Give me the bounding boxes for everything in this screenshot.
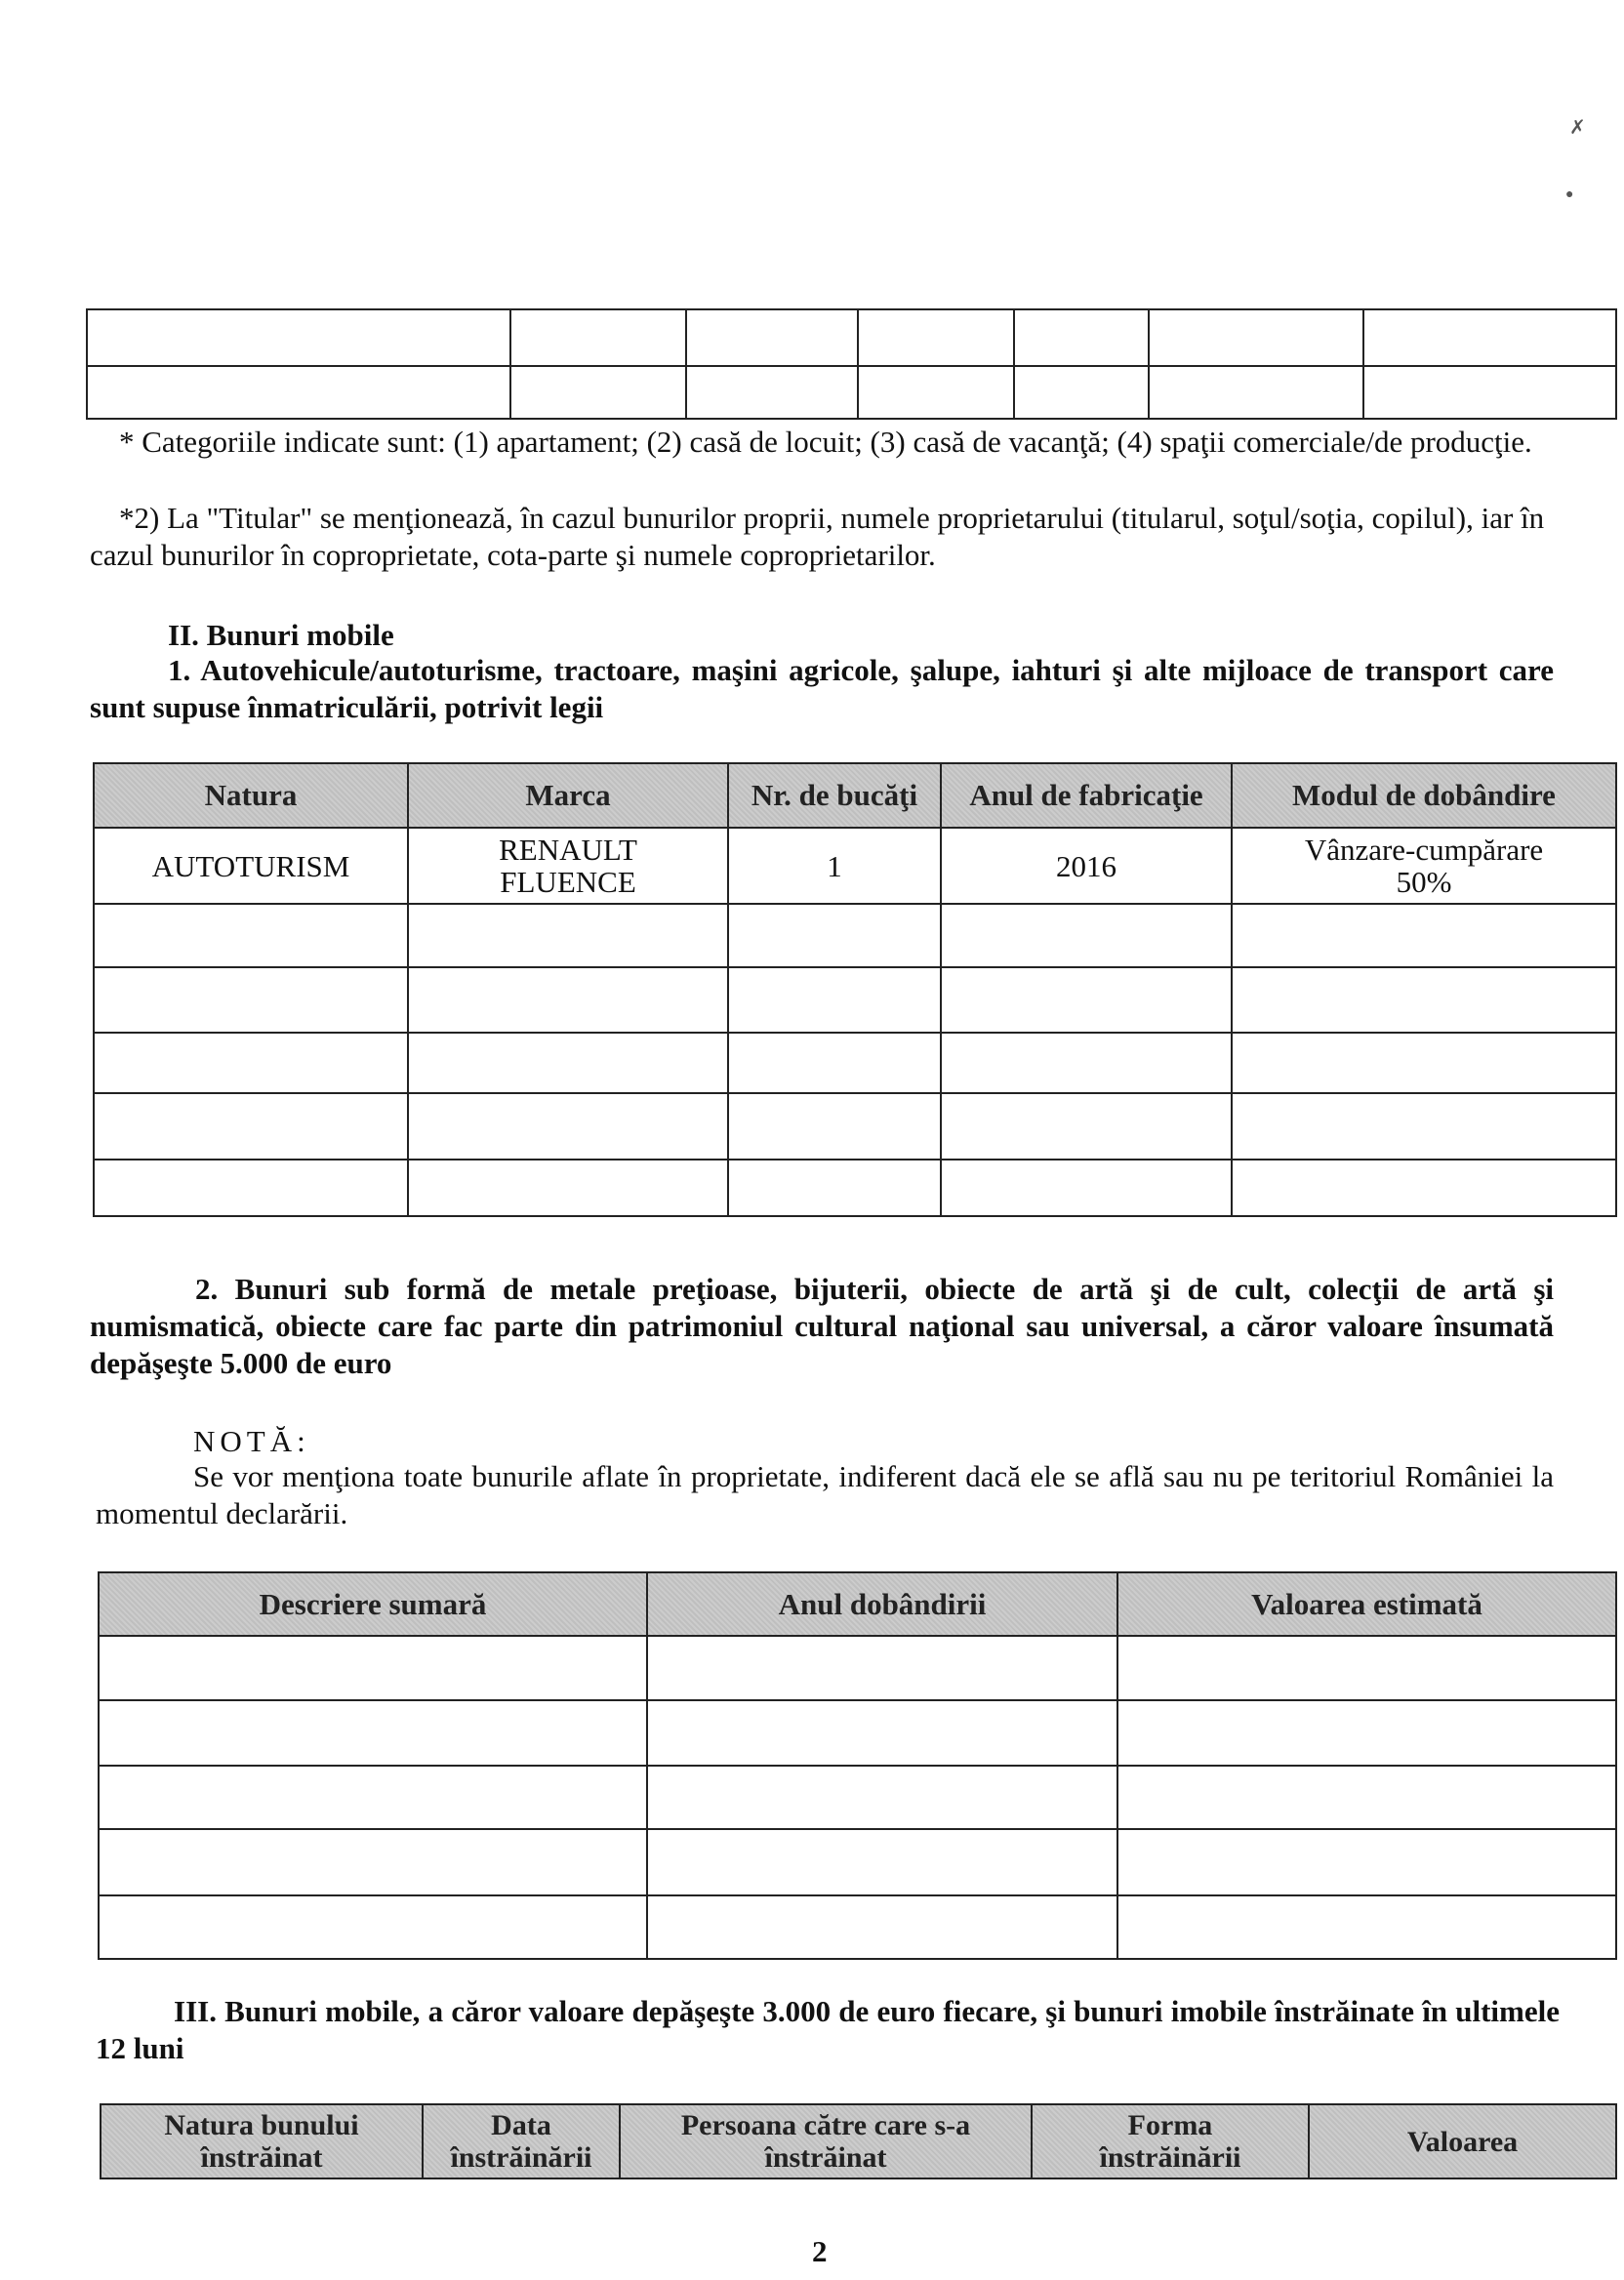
header-forma-instrainarii bbox=[1032, 2104, 1309, 2178]
header-data-instrainarii-line1: Data bbox=[491, 2109, 551, 2141]
header-persoana bbox=[620, 2104, 1032, 2178]
table-header-row bbox=[99, 1572, 1616, 1636]
table-row bbox=[99, 1700, 1616, 1766]
header-anul-dobandirii: Anul dobândirii bbox=[647, 1572, 1117, 1636]
header-persoana-line1: Persoana către care s-a bbox=[680, 2109, 971, 2141]
cell-mod-line1: Vânzare-cumpărare bbox=[1304, 833, 1544, 867]
subsection-vehicles-title: 1. Autovehicule/autoturisme, tractoare, maşini agricole, şalupe, iahturi şi alte mijloace de transport care sunt supuse înmatriculării, potrivit legii bbox=[90, 653, 1554, 724]
cell-mod bbox=[1232, 828, 1616, 904]
table-row bbox=[94, 1033, 1616, 1093]
header-nr-bucati: Nr. de bucăţi bbox=[728, 763, 941, 828]
section-title-bunuri-mobile: II. Bunuri mobile bbox=[168, 618, 394, 652]
cell-marca bbox=[408, 828, 728, 904]
table-row bbox=[87, 366, 1616, 419]
cell-mod-line2: 50% bbox=[1396, 865, 1452, 899]
cell-nr: 1 bbox=[728, 828, 941, 904]
cell-marca-line2: FLUENCE bbox=[500, 865, 636, 899]
scan-mark: ● bbox=[1565, 187, 1574, 202]
valuables-table bbox=[98, 1571, 1617, 1960]
table-row bbox=[99, 1829, 1616, 1895]
scan-mark: ✗ bbox=[1569, 117, 1586, 139]
table-row bbox=[94, 1160, 1616, 1216]
cell-natura: AUTOTURISM bbox=[94, 828, 408, 904]
table-row bbox=[94, 904, 1616, 967]
nota-label: NOTĂ: bbox=[193, 1424, 310, 1458]
header-valoarea-estimata: Valoarea estimată bbox=[1117, 1572, 1616, 1636]
header-descriere: Descriere sumară bbox=[99, 1572, 647, 1636]
table-row bbox=[99, 1636, 1616, 1700]
cell-an: 2016 bbox=[941, 828, 1232, 904]
header-marca: Marca bbox=[408, 763, 728, 828]
header-forma-instrainarii-line1: Forma bbox=[1127, 2109, 1213, 2141]
table-row bbox=[99, 1766, 1616, 1829]
page-number: 2 bbox=[812, 2234, 828, 2268]
cell-marca-line1: RENAULT bbox=[499, 833, 637, 867]
table-header-row bbox=[101, 2104, 1616, 2178]
vehicles-table bbox=[93, 762, 1617, 1217]
table-row bbox=[94, 1093, 1616, 1160]
header-natura: Natura bbox=[94, 763, 408, 828]
table-row bbox=[94, 828, 1616, 904]
alienated-assets-table bbox=[100, 2103, 1617, 2179]
footnote-categories: * Categoriile indicate sunt: (1) apartament; (2) casă de locuit; (3) casă de vacanţă; (4) spaţii comerciale/de producţie. bbox=[119, 425, 1532, 459]
header-anul-fabricatie: Anul de fabricaţie bbox=[941, 763, 1232, 828]
nota-text: Se vor menţiona toate bunurile aflate în proprietate, indiferent dacă ele se află sau nu pe teritoriul României la momentul declarării. bbox=[96, 1459, 1554, 1530]
table-row bbox=[94, 967, 1616, 1033]
header-persoana-line2: înstrăinat bbox=[764, 2141, 887, 2174]
header-natura-bunului bbox=[101, 2104, 423, 2178]
section-title-instrainate: III. Bunuri mobile, a căror valoare depăşeşte 3.000 de euro fiecare, şi bunuri imobile înstrăinate în ultimele 12 luni bbox=[96, 1994, 1560, 2065]
header-data-instrainarii bbox=[423, 2104, 620, 2178]
header-modul-dobandire: Modul de dobândire bbox=[1232, 763, 1616, 828]
header-valoarea: Valoarea bbox=[1309, 2104, 1616, 2178]
footnote-titular: *2) La "Titular" se menţionează, în cazul bunurilor proprii, numele proprietarului (titularul, soţul/soţia, copilul), iar în cazul bunurilor în coproprietate, cota-parte şi numele coproprietarilor. bbox=[90, 501, 1545, 572]
header-natura-bunului-line1: Natura bunului bbox=[164, 2109, 359, 2141]
subsection-valuables-title: 2. Bunuri sub formă de metale preţioase, bijuterii, obiecte de artă şi de cult, colecţii de artă şi numismatică, obiecte care fac parte din patrimoniul cultural naţional sau universal, a căror valoare însumată depăşeşte 5.000 de euro bbox=[90, 1272, 1554, 1380]
table-header-row bbox=[94, 763, 1616, 828]
header-data-instrainarii-line2: înstrăinării bbox=[450, 2141, 592, 2174]
header-natura-bunului-line2: înstrăinat bbox=[200, 2141, 323, 2174]
real-estate-table-continued bbox=[86, 308, 1617, 420]
table-row bbox=[87, 309, 1616, 366]
header-forma-instrainarii-line2: înstrăinării bbox=[1099, 2141, 1241, 2174]
table-row bbox=[99, 1895, 1616, 1959]
